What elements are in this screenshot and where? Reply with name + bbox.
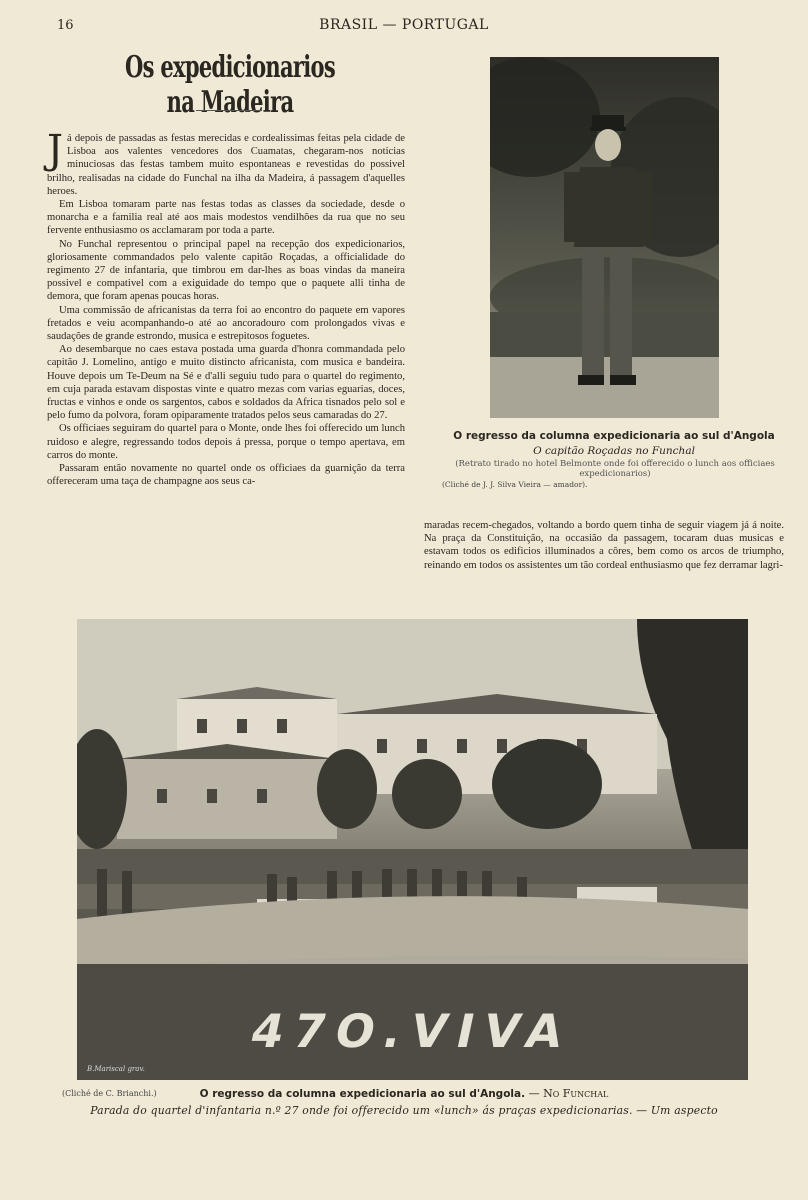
drop-cap: J bbox=[47, 127, 64, 173]
right-text-column bbox=[424, 519, 784, 572]
title-rule bbox=[196, 110, 262, 111]
paragraph-7: Passaram então novamente no quartel onde os officiaes da guarnição da terra offereceram uma taça de champagne aos seus ca- bbox=[47, 463, 405, 488]
portrait-caption-subtitle: O capitão Roçadas no Funchal bbox=[533, 445, 695, 457]
parade-caption-bold: O regresso da columna expedicionaria ao sul d'Angola. bbox=[199, 1088, 526, 1100]
engraver-signature: B.Mariscal grav. bbox=[87, 1065, 145, 1073]
right-column-paragraph: maradas recem-chegados, voltando a bordo quem tinha de seguir viagem já á noite. Na praça da Constituição, na occasião da passagem, tocaram duas musicas e estavam todos os edificios illuminados a côres, bem como os arcos de triumpho, reinando em todos os assistentes um tão cordeal enthusiasmo que fez derramar lagri- bbox=[424, 520, 784, 571]
portrait-caption-title: O regresso da columna expedicionaria ao sul d'Angola bbox=[453, 430, 775, 442]
parade-photo-credit: (Cliché de C. Brianchi.) bbox=[62, 1089, 157, 1098]
paragraph-1 bbox=[47, 127, 405, 198]
article-title: Os expedicionarios na Madeira bbox=[125, 50, 335, 120]
paragraph-3: No Funchal representou o principal papel na recepção dos expedicionarios, gloriosamente commandados pelo valente capitão Roçadas, a officialidade do regimento 27 de infantaria, que timbrou em dar-lhes as boas vindas da maneira possivel e compativel com a exiguidade do tempo que o paquete alli tinha de demora, que foram apenas poucas horas. bbox=[47, 238, 405, 303]
paragraph-6: Os officiaes seguiram do quartel para o Monte, onde lhes foi offerecido um lunch ruidoso e alegre, regressando todos depois á pressa, porque o tempo apertava, em carros do monte. bbox=[47, 423, 405, 461]
portrait-photo bbox=[490, 57, 719, 418]
parade-ground-inscription: 47O.VIVA bbox=[246, 1004, 578, 1058]
portrait-caption-note: (Retrato tirado no hotel Belmonte onde foi offerecido o lunch aos officiaes expedicionarios) bbox=[455, 459, 775, 479]
paragraph-1-text: á depois de passadas as festas merecidas e cordealissimas feitas pela cidade de Lisboa aos valentes vencedores dos Cuamatas, chegaram-nos noticias minuciosas das festas tambem muito espontaneas e revestidas do possivel brilho, realisadas na cidade do Funchal na ilha da Madeira, á passagem d'aquelles heroes. bbox=[47, 133, 405, 197]
left-text-column bbox=[47, 127, 405, 488]
parade-photo bbox=[77, 619, 748, 1080]
running-head: BRASIL — PORTUGAL bbox=[319, 17, 489, 33]
portrait-photo-credit: (Cliché de J. J. Silva Vieira — amador). bbox=[442, 480, 588, 489]
paragraph-2: Em Lisboa tomaram parte nas festas todas as classes da sociedade, desde o monarcha e a familia real até aos mais modestos vendilhões da rua que no seu fervente enthusiasmo os acclamaram por toda a parte. bbox=[47, 199, 405, 237]
paragraph-4: Uma commissão de africanistas da terra foi ao encontro do paquete em vapores fretados e veiu acompanhando-o até ao ancoradouro com prolongados vivas e saudações de grande estrondo, musica e estrepitosos foguetes. bbox=[47, 304, 405, 343]
parade-caption-description: Parada do quartel d'infantaria n.º 27 onde foi offerecido um «lunch» ás praças expedicionarias. — Um aspecto bbox=[90, 1104, 718, 1117]
parade-caption-place: — No Funchal bbox=[525, 1087, 609, 1100]
paragraph-5: Ao desembarque no caes estava postada uma guarda d'honra commandada pelo capitão J. Lomelino, antigo e muito distincto africanista, com musica e bandeira. Houve depois um Te-Deum na Sé e d'alli seguiu tudo para o quartel do regimento, em cuja parada estavam dispostas vinte e quatro mezas com varias eguarias, doces, fructas e vinhos e onde os sargentos, cabos e soldados da Africa tisnados pelo sol e pelo fumo da polvora, foram opiparamente tratados pelos seus camaradas do 27. bbox=[47, 344, 405, 422]
page-number: 16 bbox=[57, 18, 74, 33]
portrait-illustration bbox=[490, 57, 719, 418]
